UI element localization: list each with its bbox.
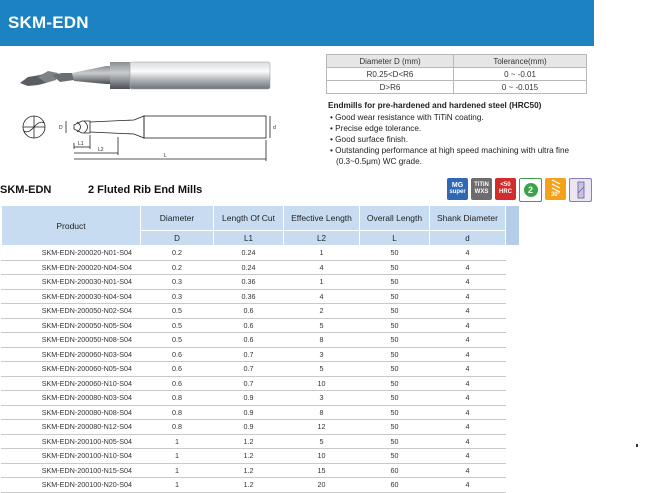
diameter-cell: 0.8: [141, 405, 214, 420]
mg-badge-top: MG: [451, 182, 464, 189]
product-code-cell: SKM-EDN-200060-N03-S04: [2, 347, 141, 362]
col-symbol-length-of-cut: L1: [214, 231, 284, 246]
table-row: [2, 449, 520, 464]
length-of-cut-cell: 1.2: [214, 434, 284, 449]
effective-length-cell: 5: [284, 362, 360, 377]
effective-length-cell: 10: [284, 376, 360, 391]
product-code-cell: SKM-EDN-200030-N04-S04: [2, 289, 141, 304]
page-edge-mark: [636, 444, 638, 447]
col-header-shank-diameter: Shank Diameter: [430, 206, 506, 231]
hrc-rating-icon: [495, 178, 516, 200]
overall-length-cell: 50: [360, 376, 430, 391]
product-code-cell: SKM-EDN-200100-N20-S04: [2, 478, 141, 493]
table-row: [2, 260, 520, 275]
helix-angle-icon: [545, 178, 566, 200]
diameter-cell: 0.6: [141, 362, 214, 377]
row-spacer: [506, 449, 520, 464]
row-spacer: [506, 391, 520, 406]
shank-diameter-cell: 4: [430, 376, 506, 391]
col-header-diameter: Diameter: [141, 206, 214, 231]
shank-diameter-cell: 4: [430, 347, 506, 362]
header-side-block: [506, 206, 520, 246]
features-heading: Endmills for pre-hardened and hardened steel (HRC50): [328, 101, 542, 110]
shank-diameter-cell: 4: [430, 246, 506, 261]
length-of-cut-cell: 0.9: [214, 405, 284, 420]
overall-length-cell: 50: [360, 391, 430, 406]
row-spacer: [506, 333, 520, 348]
row-spacer: [506, 304, 520, 319]
page-title: SKM-EDN: [8, 13, 89, 32]
features-block: [328, 100, 594, 167]
effective-length-cell: 10: [284, 449, 360, 464]
effective-length-cell: 1: [284, 246, 360, 261]
effective-length-cell: 15: [284, 463, 360, 478]
length-of-cut-cell: 1.2: [214, 463, 284, 478]
overall-length-cell: 50: [360, 347, 430, 362]
effective-length-cell: 2: [284, 304, 360, 319]
shank-diameter-cell: 4: [430, 434, 506, 449]
row-spacer: [506, 405, 520, 420]
row-spacer: [506, 246, 520, 261]
overall-length-cell: 50: [360, 420, 430, 435]
effective-length-cell: 3: [284, 391, 360, 406]
product-code-cell: SKM-EDN-200060-N10-S04: [2, 376, 141, 391]
row-spacer: [506, 260, 520, 275]
length-of-cut-cell: 1.2: [214, 478, 284, 493]
shank-diameter-cell: 4: [430, 260, 506, 275]
overall-length-cell: 50: [360, 304, 430, 319]
col-symbol-shank-diameter: d: [430, 231, 506, 246]
table-row: [2, 333, 520, 348]
overall-length-cell: 50: [360, 362, 430, 377]
tolerance-cell: D>R6: [327, 81, 454, 94]
overall-length-cell: 60: [360, 478, 430, 493]
length-of-cut-cell: 0.9: [214, 391, 284, 406]
feature-item: • Good surface finish.: [328, 134, 594, 145]
table-row: [2, 347, 520, 362]
diameter-cell: 1: [141, 463, 214, 478]
length-of-cut-cell: 0.7: [214, 362, 284, 377]
row-spacer: [506, 478, 520, 493]
product-code-cell: SKM-EDN-200030-N01-S04: [2, 275, 141, 290]
series-name: SKM-EDN: [0, 184, 52, 196]
helix-angle: 30°: [550, 192, 561, 198]
flute-count-icon: [519, 178, 542, 202]
length-of-cut-cell: 0.7: [214, 347, 284, 362]
diameter-cell: 1: [141, 478, 214, 493]
length-of-cut-cell: 0.24: [214, 246, 284, 261]
row-spacer: [506, 347, 520, 362]
mg-super-icon: [447, 178, 468, 200]
table-row: [2, 275, 520, 290]
effective-length-cell: 20: [284, 478, 360, 493]
table-row: [2, 246, 520, 261]
shank-diameter-cell: 4: [430, 289, 506, 304]
tin-badge-top: TiTiN: [474, 182, 489, 188]
length-of-cut-cell: 0.9: [214, 420, 284, 435]
table-row: [2, 391, 520, 406]
product-code-cell: SKM-EDN-200080-N08-S04: [2, 405, 141, 420]
mg-badge-bottom: super: [449, 189, 466, 195]
drawing-label-l1: L1: [78, 141, 84, 147]
diameter-cell: 0.2: [141, 246, 214, 261]
product-code-cell: SKM-EDN-200060-N05-S04: [2, 362, 141, 377]
row-spacer: [506, 434, 520, 449]
flute-count: 2: [524, 183, 538, 197]
tolerance-cell: R0.25<D<R6: [327, 68, 454, 81]
length-of-cut-cell: 0.24: [214, 260, 284, 275]
col-header-effective-length: Effective Length: [284, 206, 360, 231]
endmill-drawing: [14, 107, 282, 162]
diameter-cell: 0.6: [141, 347, 214, 362]
table-row: [2, 420, 520, 435]
col-symbol-effective-length: L2: [284, 231, 360, 246]
product-code-cell: SKM-EDN-200050-N02-S04: [2, 304, 141, 319]
table-row: [2, 289, 520, 304]
feature-item: • Good wear resistance with TiTiN coating.: [328, 112, 594, 123]
tolerance-cell: 0 ~ -0.015: [454, 81, 587, 94]
table-row: [2, 434, 520, 449]
feature-item: • Precise edge tolerance.: [328, 123, 594, 134]
tolerance-row: [327, 81, 587, 94]
hrc-badge-top: <50: [500, 182, 511, 188]
table-header-row: [2, 206, 520, 231]
product-code-cell: SKM-EDN-200100-N05-S04: [2, 434, 141, 449]
tin-badge-bottom: WXS: [474, 189, 489, 195]
length-of-cut-cell: 0.6: [214, 318, 284, 333]
shank-diameter-cell: 4: [430, 449, 506, 464]
overall-length-cell: 50: [360, 434, 430, 449]
table-row: [2, 376, 520, 391]
row-spacer: [506, 275, 520, 290]
spec-badges: [447, 178, 592, 202]
col-symbol-overall-length: L: [360, 231, 430, 246]
product-table: [1, 205, 520, 493]
shank-diameter-cell: 4: [430, 478, 506, 493]
effective-length-cell: 8: [284, 333, 360, 348]
overall-length-cell: 50: [360, 289, 430, 304]
length-of-cut-cell: 0.7: [214, 376, 284, 391]
col-symbol-diameter: D: [141, 231, 214, 246]
diameter-cell: 0.8: [141, 391, 214, 406]
row-spacer: [506, 362, 520, 377]
product-code-cell: SKM-EDN-200050-N08-S04: [2, 333, 141, 348]
table-row: [2, 304, 520, 319]
table-row: [2, 362, 520, 377]
table-row: [2, 405, 520, 420]
shank-diameter-cell: 4: [430, 420, 506, 435]
overall-length-cell: 50: [360, 246, 430, 261]
product-code-cell: SKM-EDN-200100-N10-S04: [2, 449, 141, 464]
diameter-cell: 0.2: [141, 260, 214, 275]
drawing-label-l: L: [164, 153, 167, 159]
drawing-label-d: d: [273, 125, 276, 131]
shank-diameter-cell: 4: [430, 304, 506, 319]
effective-length-cell: 3: [284, 347, 360, 362]
length-of-cut-cell: 0.36: [214, 289, 284, 304]
header-bar: [0, 0, 594, 46]
row-spacer: [506, 318, 520, 333]
diameter-cell: 0.6: [141, 376, 214, 391]
diameter-cell: 0.8: [141, 420, 214, 435]
row-spacer: [506, 420, 520, 435]
product-code-cell: SKM-EDN-200020-N01-S04: [2, 246, 141, 261]
product-table-body: [2, 246, 520, 493]
shank-diameter-cell: 4: [430, 275, 506, 290]
effective-length-cell: 5: [284, 318, 360, 333]
tolerance-row: [327, 68, 587, 81]
diameter-cell: 1: [141, 449, 214, 464]
diameter-cell: 0.3: [141, 289, 214, 304]
endmill-photo: [18, 53, 273, 101]
product-code-cell: SKM-EDN-200050-N05-S04: [2, 318, 141, 333]
col-header-product: Product: [2, 206, 141, 246]
shank-diameter-cell: 4: [430, 362, 506, 377]
tolerance-icon: [569, 178, 592, 202]
effective-length-cell: 1: [284, 275, 360, 290]
product-code-cell: SKM-EDN-200080-N12-S04: [2, 420, 141, 435]
drawing-label-D: D: [59, 125, 63, 131]
diameter-cell: 0.3: [141, 275, 214, 290]
diameter-cell: 0.5: [141, 318, 214, 333]
overall-length-cell: 50: [360, 405, 430, 420]
row-spacer: [506, 289, 520, 304]
overall-length-cell: 50: [360, 333, 430, 348]
col-header-overall-length: Overall Length: [360, 206, 430, 231]
shank-diameter-cell: 4: [430, 391, 506, 406]
product-code-cell: SKM-EDN-200100-N15-S04: [2, 463, 141, 478]
shank-diameter-cell: 4: [430, 333, 506, 348]
hrc-badge-bottom: HRC: [499, 189, 512, 195]
tolerance-graphic: [574, 181, 588, 199]
overall-length-cell: 50: [360, 260, 430, 275]
drawing-label-l2: L2: [98, 147, 104, 153]
product-code-cell: SKM-EDN-200020-N04-S04: [2, 260, 141, 275]
titin-coating-icon: [471, 178, 492, 200]
effective-length-cell: 5: [284, 434, 360, 449]
tolerance-header-tolerance: Tolerance(mm): [454, 55, 587, 68]
series-subtitle: 2 Fluted Rib End Mills: [88, 184, 203, 196]
diameter-cell: 1: [141, 434, 214, 449]
overall-length-cell: 50: [360, 449, 430, 464]
shank-diameter-cell: 4: [430, 463, 506, 478]
diameter-cell: 0.5: [141, 333, 214, 348]
table-row: [2, 318, 520, 333]
effective-length-cell: 4: [284, 260, 360, 275]
length-of-cut-cell: 1.2: [214, 449, 284, 464]
col-header-length-of-cut: Length Of Cut: [214, 206, 284, 231]
length-of-cut-cell: 0.6: [214, 333, 284, 348]
overall-length-cell: 50: [360, 275, 430, 290]
diameter-cell: 0.5: [141, 304, 214, 319]
length-of-cut-cell: 0.6: [214, 304, 284, 319]
effective-length-cell: 8: [284, 405, 360, 420]
table-row: [2, 478, 520, 493]
overall-length-cell: 60: [360, 463, 430, 478]
row-spacer: [506, 463, 520, 478]
tolerance-header-row: [327, 55, 587, 68]
helix-graphic: [550, 179, 562, 192]
feature-item: • Outstanding performance at high speed machining with ultra fine (0.3~0.5μm) WC grade.: [328, 145, 594, 167]
shank-diameter-cell: 4: [430, 318, 506, 333]
tolerance-cell: 0 ~ -0.01: [454, 68, 587, 81]
tolerance-header-diameter: Diameter D (mm): [327, 55, 454, 68]
row-spacer: [506, 376, 520, 391]
features-list: [328, 112, 594, 167]
effective-length-cell: 4: [284, 289, 360, 304]
product-code-cell: SKM-EDN-200080-N03-S04: [2, 391, 141, 406]
table-row: [2, 463, 520, 478]
tolerance-table: [326, 54, 587, 94]
overall-length-cell: 50: [360, 318, 430, 333]
shank-diameter-cell: 4: [430, 405, 506, 420]
length-of-cut-cell: 0.36: [214, 275, 284, 290]
effective-length-cell: 12: [284, 420, 360, 435]
